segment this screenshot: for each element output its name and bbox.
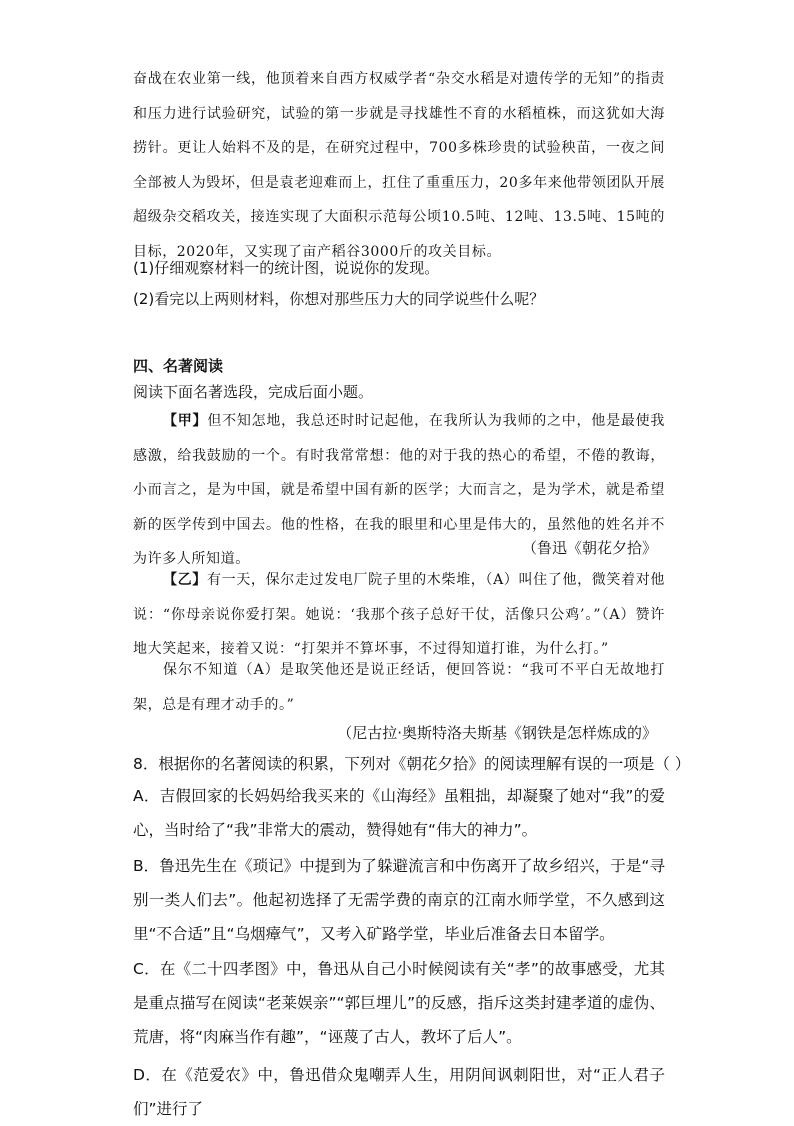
material-text: 奋战在农业第一线，他顶着来自西方权威学者“杂交水稻是对遗传学的无知”的指责和压力进行试验研究，试验的第一步就是寻找雄性不育的水稻植株，而这犹如大海捞针。更让人始料不及的是，在研究过程中，700多株珍贵的试验秧苗，一夜之间全部被人为毁坏，但是袁老迎难而上，扛住了重重压力，20多年来他带领团队开展超级杂交稻攻关，接连实现了大面积示范每公顷10.5吨、12吨、13.5吨、15吨的目标，2020年，又实现了亩产稻谷3000斤的攻关目标。 <box>133 71 665 260</box>
option-b: B．鲁迅先生在《琐记》中提到为了躲避流言和中伤离开了故乡绍兴，于是“寻别一类人们去”。他起初选择了无需学费的南京的江南水师学堂，不久感到这里“不合适”且“乌烟瘴气”，又考入矿路学堂，毕业后准备去日本留学。 <box>133 857 665 943</box>
passage-yi-source: （尼古拉·奥斯特洛夫斯基《钢铁是怎样炼成的》 <box>337 724 657 742</box>
passage-jia-text: 但不知怎地，我总还时时记起他，在我所认为我师的之中，他是最使我感激，给我鼓励的一个。有时我常常想：他的对于我的热心的希望，不倦的教诲，小而言之，是为中国，就是希望中国有新的医学；大而言之，是为学术，就是希望新的医学传到中国去。他的性格，在我的眼里和心里是伟大的，虽然他的姓名并不为许多人所知道。 <box>133 413 665 567</box>
option-a: A．吉假回家的长妈妈给我买来的《山海经》虽粗拙，却凝聚了她对“我”的爱心，当时给了“我”非常大的震动，赞得她有“伟大的神力”。 <box>133 787 665 839</box>
question-2: (2)看完以上两则材料，你想对那些压力大的同学说些什么呢？ <box>133 290 545 308</box>
passage-yi-label: 【乙】 <box>163 572 207 588</box>
section-title: 四、名著阅读 <box>133 357 224 375</box>
passage-yi <box>133 563 665 667</box>
option-c: C．在《二十四孝图》中，鲁迅从自己小时候阅读有关“孝”的故事感受，尤其是重点描写在阅读“老莱娱亲”“郭巨埋儿”的反感，指斥这类封建孝道的虚伪、荒唐，将“肉麻当作有趣”，“诬蔑了古人，教坏了后人”。 <box>133 960 665 1046</box>
passage-jia-source: （鲁迅《朝花夕拾》 <box>521 539 657 557</box>
passage-jia-label: 【甲】 <box>163 413 208 429</box>
option-d: D．在《范爱农》中，鲁迅借众鬼嘲弄人生，用阴间讽刺阳世，对“正人君子们”进行了 <box>133 1066 665 1118</box>
question-8-stem: 8．根据你的名著阅读的积累，下列对《朝花夕拾》的阅读理解有误的一项是（ ） <box>133 755 691 773</box>
question-1: (1)仔细观察材料一的统计图，说说你的发现。 <box>133 259 440 277</box>
passage-yi-text-2: 保尔不知道（A）是取笑他还是说正经话，便回答说：“我可不平白无故地打架，总是有理才动手的。” <box>133 662 665 713</box>
passage-yi-text-1: 有一天，保尔走过发电厂院子里的木柴堆，（A）叫住了他，微笑着对他说：“你母亲说你爱打架。她说：‘我那个孩子总好干仗，活像只公鸡’。”（A）赞许地大笑起来，接着又说：“打架并不算坏事，不过得知道打谁，为什么打。” <box>133 572 665 657</box>
section-instruction: 阅读下面名著选段，完成后面小题。 <box>133 383 374 401</box>
